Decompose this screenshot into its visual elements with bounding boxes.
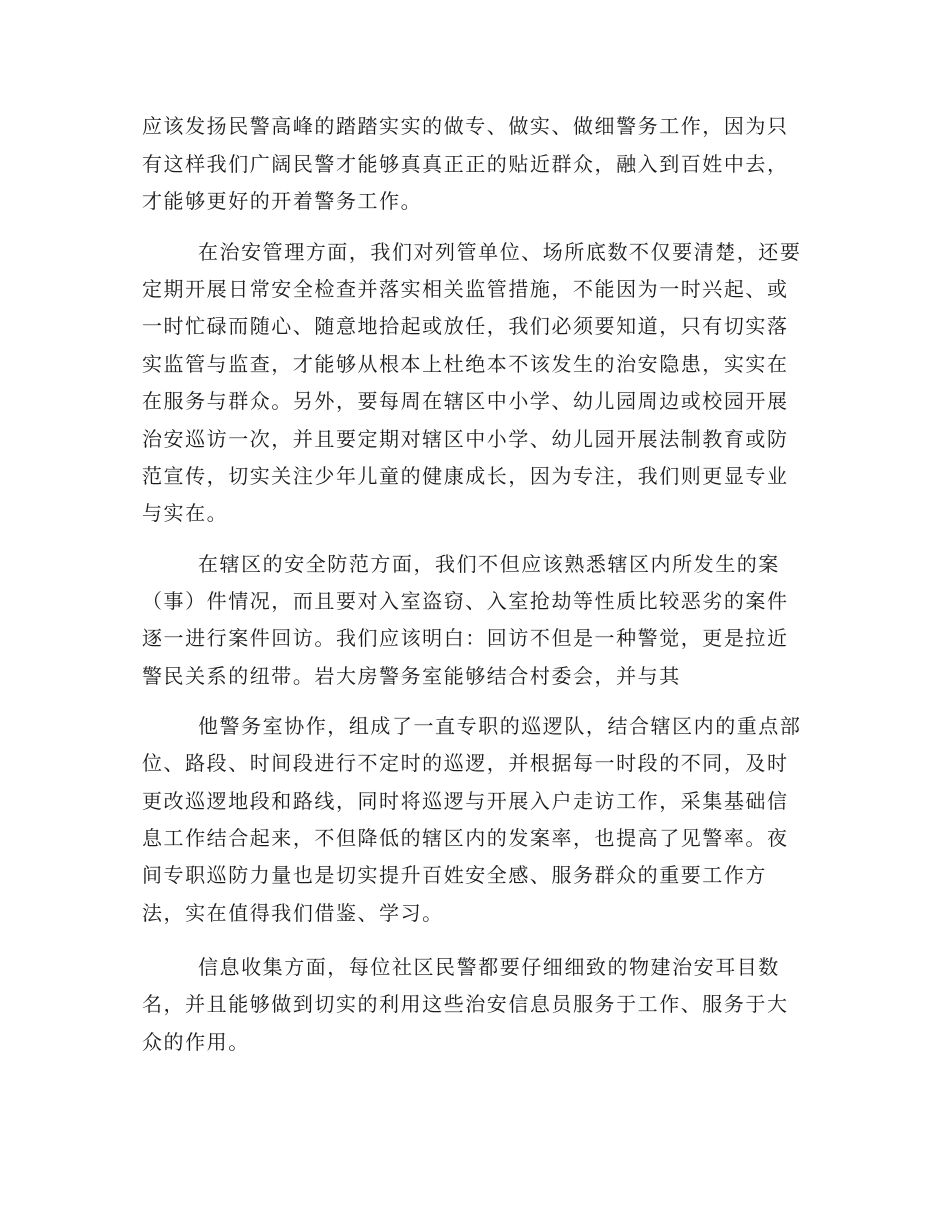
- paragraph-2-line-2: 定期开展日常安全检查并落实相关监管措施，不能因为一时兴起、或: [142, 277, 789, 301]
- paragraph-4-line-5: 间专职巡防力量也是切实提升百姓安全感、服务群众的重要工作方: [142, 863, 767, 887]
- paragraph-2-line-7: 范宣传，切实关注少年儿童的健康成长，因为专注，我们则更显专业: [142, 464, 789, 488]
- paragraph-5-line-3: 众的作用。: [142, 1030, 250, 1054]
- paragraph-3-line-3: 逐一进行案件回访。我们应该明白：回访不但是一种警觉，更是拉近: [142, 626, 789, 650]
- paragraph-4-line-6: 法，实在值得我们借鉴、学习。: [142, 901, 444, 925]
- paragraph-4-line-2: 位、路段、时间段进行不定时的巡逻，并根据每一时段的不同，及时: [142, 751, 789, 775]
- paragraph-3-line-2: （事）件情况，而且要对入室盗窃、入室抢劫等性质比较恶劣的案件: [142, 589, 789, 613]
- paragraph-2-line-6: 治安巡访一次，并且要定期对辖区中小学、幼儿园开展法制教育或防: [142, 427, 789, 451]
- paragraph-5-line-1: 信息收集方面，每位社区民警都要仔细细致的物建治安耳目数: [198, 955, 780, 979]
- paragraph-2-line-8: 与实在。: [142, 501, 229, 525]
- paragraph-1-line-3: 才能够更好的开着警务工作。: [142, 189, 423, 213]
- paragraph-1-line-2: 有这样我们广阔民警才能够真真正正的贴近群众，融入到百姓中去，: [142, 152, 789, 176]
- paragraph-4-line-1: 他警务室协作，组成了一直专职的巡逻队，结合辖区内的重点部: [198, 714, 802, 738]
- paragraph-2-line-5: 在服务与群众。另外，要每周在辖区中小学、幼儿园周边或校园开展: [142, 389, 789, 413]
- paragraph-1-line-1: 应该发扬民警高峰的踏踏实实的做专、做实、做细警务工作，因为只: [142, 114, 789, 138]
- paragraph-3-line-4: 警民关系的纽带。岩大房警务室能够结合村委会，并与其: [142, 664, 681, 688]
- paragraph-2-line-3: 一时忙碌而随心、随意地拾起或放任，我们必须要知道，只有切实落: [142, 314, 789, 338]
- paragraph-4-line-4: 息工作结合起来，不但降低的辖区内的发案率，也提高了见警率。夜: [142, 826, 789, 850]
- paragraph-4-line-3: 更改巡逻地段和路线，同时将巡逻与开展入户走访工作，采集基础信: [142, 789, 789, 813]
- paragraph-5-line-2: 名，并且能够做到切实的利用这些治安信息员服务于工作、服务于大: [142, 992, 789, 1016]
- paragraph-2-line-4: 实监管与监查，才能够从根本上杜绝本不该发生的治安隐患，实实在: [142, 352, 789, 376]
- paragraph-2-line-1: 在治安管理方面，我们对列管单位、场所底数不仅要清楚，还要: [198, 240, 802, 264]
- paragraph-3-line-1: 在辖区的安全防范方面，我们不但应该熟悉辖区内所发生的案: [198, 552, 780, 576]
